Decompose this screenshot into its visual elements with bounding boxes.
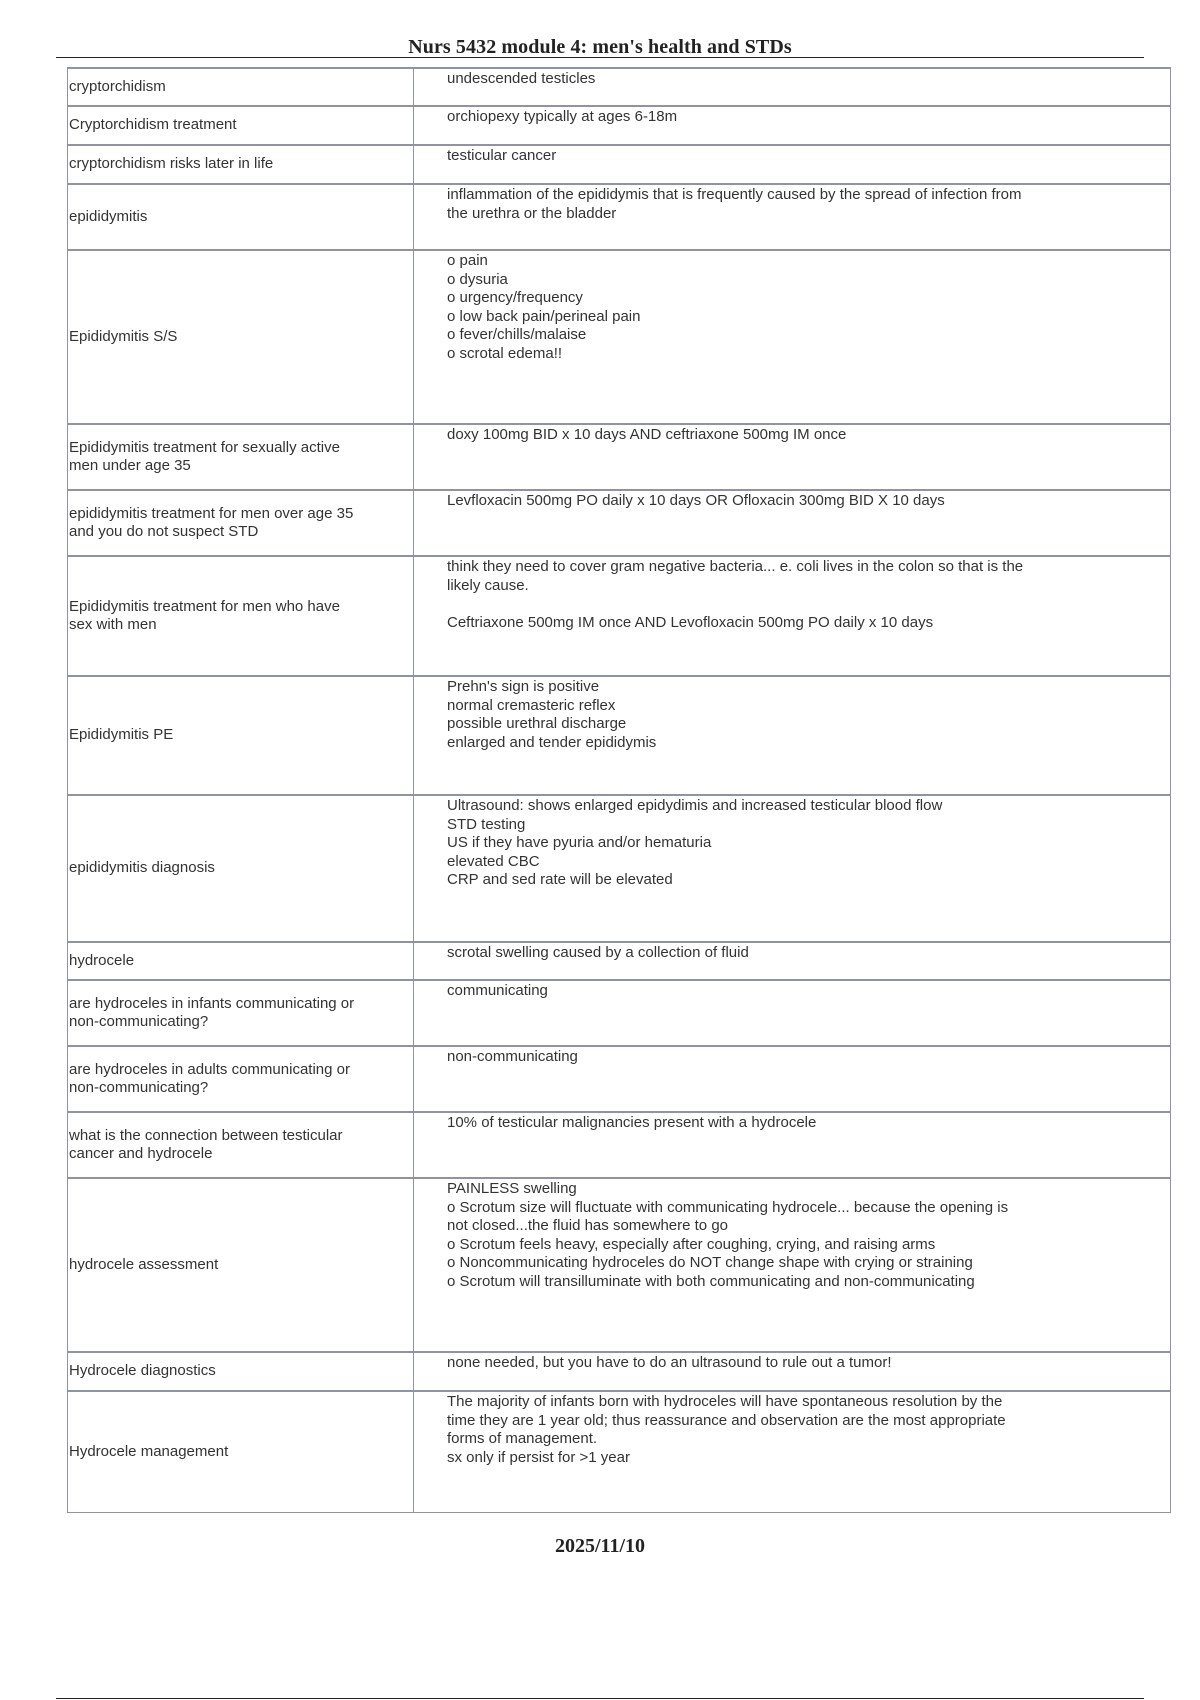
- definition-cell: communicating: [414, 980, 1171, 1046]
- table-row: [68, 250, 1171, 424]
- term-cell: cryptorchidism: [68, 68, 414, 106]
- definition-cell: Prehn's sign is positive normal cremasteric reflex possible urethral discharge enlarged and tender epididymis: [414, 676, 1171, 795]
- table-row: [68, 145, 1171, 184]
- table-row: [68, 106, 1171, 145]
- term-cell: Epididymitis treatment for sexually active men under age 35: [68, 424, 414, 490]
- footer-rule: [56, 1698, 1144, 1699]
- table-row: [68, 68, 1171, 106]
- definition-cell: 10% of testicular malignancies present with a hydrocele: [414, 1112, 1171, 1178]
- table-row: [68, 184, 1171, 250]
- term-cell: Hydrocele diagnostics: [68, 1352, 414, 1391]
- table-row: [68, 1391, 1171, 1512]
- definition-cell: scrotal swelling caused by a collection of fluid: [414, 942, 1171, 980]
- term-cell: cryptorchidism risks later in life: [68, 145, 414, 184]
- definition-cell: orchiopexy typically at ages 6-18m: [414, 106, 1171, 145]
- flashcard-table: [67, 67, 1171, 1513]
- definition-cell: none needed, but you have to do an ultrasound to rule out a tumor!: [414, 1352, 1171, 1391]
- definition-cell: Ultrasound: shows enlarged epidydimis and increased testicular blood flow STD testing US if they have pyuria and/or hematuria elevated CBC CRP and sed rate will be elevated: [414, 795, 1171, 942]
- term-cell: epididymitis: [68, 184, 414, 250]
- table-row: [68, 1046, 1171, 1112]
- definition-cell: inflammation of the epididymis that is frequently caused by the spread of infection from the urethra or the bladder: [414, 184, 1171, 250]
- table-row: [68, 556, 1171, 676]
- term-cell: what is the connection between testicular cancer and hydrocele: [68, 1112, 414, 1178]
- definition-cell: o pain o dysuria o urgency/frequency o low back pain/perineal pain o fever/chills/malaise o scrotal edema!!: [414, 250, 1171, 424]
- term-cell: epididymitis treatment for men over age 35 and you do not suspect STD: [68, 490, 414, 556]
- term-cell: Epididymitis S/S: [68, 250, 414, 424]
- term-cell: epididymitis diagnosis: [68, 795, 414, 942]
- table-row: [68, 424, 1171, 490]
- definition-cell: think they need to cover gram negative bacteria... e. coli lives in the colon so that is the likely cause. Ceftriaxone 500mg IM once AND Levofloxacin 500mg PO daily x 10 days: [414, 556, 1171, 676]
- page-title: Nurs 5432 module 4: men's health and STDs: [408, 36, 792, 58]
- term-cell: Hydrocele management: [68, 1391, 414, 1512]
- table-row: [68, 1178, 1171, 1352]
- term-cell: are hydroceles in infants communicating or non-communicating?: [68, 980, 414, 1046]
- table-row: [68, 980, 1171, 1046]
- definition-cell: non-communicating: [414, 1046, 1171, 1112]
- table-row: [68, 676, 1171, 795]
- table-row: [68, 490, 1171, 556]
- term-cell: hydrocele: [68, 942, 414, 980]
- table-row: [68, 1352, 1171, 1391]
- footer-date: 2025/11/10: [554, 1535, 645, 1557]
- table-row: [68, 1112, 1171, 1178]
- table-row: [68, 795, 1171, 942]
- definition-cell: Levfloxacin 500mg PO daily x 10 days OR Ofloxacin 300mg BID X 10 days: [414, 490, 1171, 556]
- definition-cell: doxy 100mg BID x 10 days AND ceftriaxone 500mg IM once: [414, 424, 1171, 490]
- table-row: [68, 942, 1171, 980]
- term-cell: Cryptorchidism treatment: [68, 106, 414, 145]
- definition-cell: PAINLESS swelling o Scrotum size will fluctuate with communicating hydrocele... because the opening is not closed...the fluid has somewhere to go o Scrotum feels heavy, especially after coughing, crying, and raising arms o Noncommunicating hydroceles do NOT change shape with crying or straining o Scrotum will transilluminate with both communicating and non-communicating: [414, 1178, 1171, 1352]
- term-cell: hydrocele assessment: [68, 1178, 414, 1352]
- term-cell: Epididymitis treatment for men who have sex with men: [68, 556, 414, 676]
- term-cell: are hydroceles in adults communicating or non-communicating?: [68, 1046, 414, 1112]
- definition-cell: The majority of infants born with hydroceles will have spontaneous resolution by the time they are 1 year old; thus reassurance and observation are the most appropriate forms of management. sx only if persist for >1 year: [414, 1391, 1171, 1512]
- term-cell: Epididymitis PE: [68, 676, 414, 795]
- header-rule: [56, 57, 1144, 58]
- definition-cell: undescended testicles: [414, 68, 1171, 106]
- definition-cell: testicular cancer: [414, 145, 1171, 184]
